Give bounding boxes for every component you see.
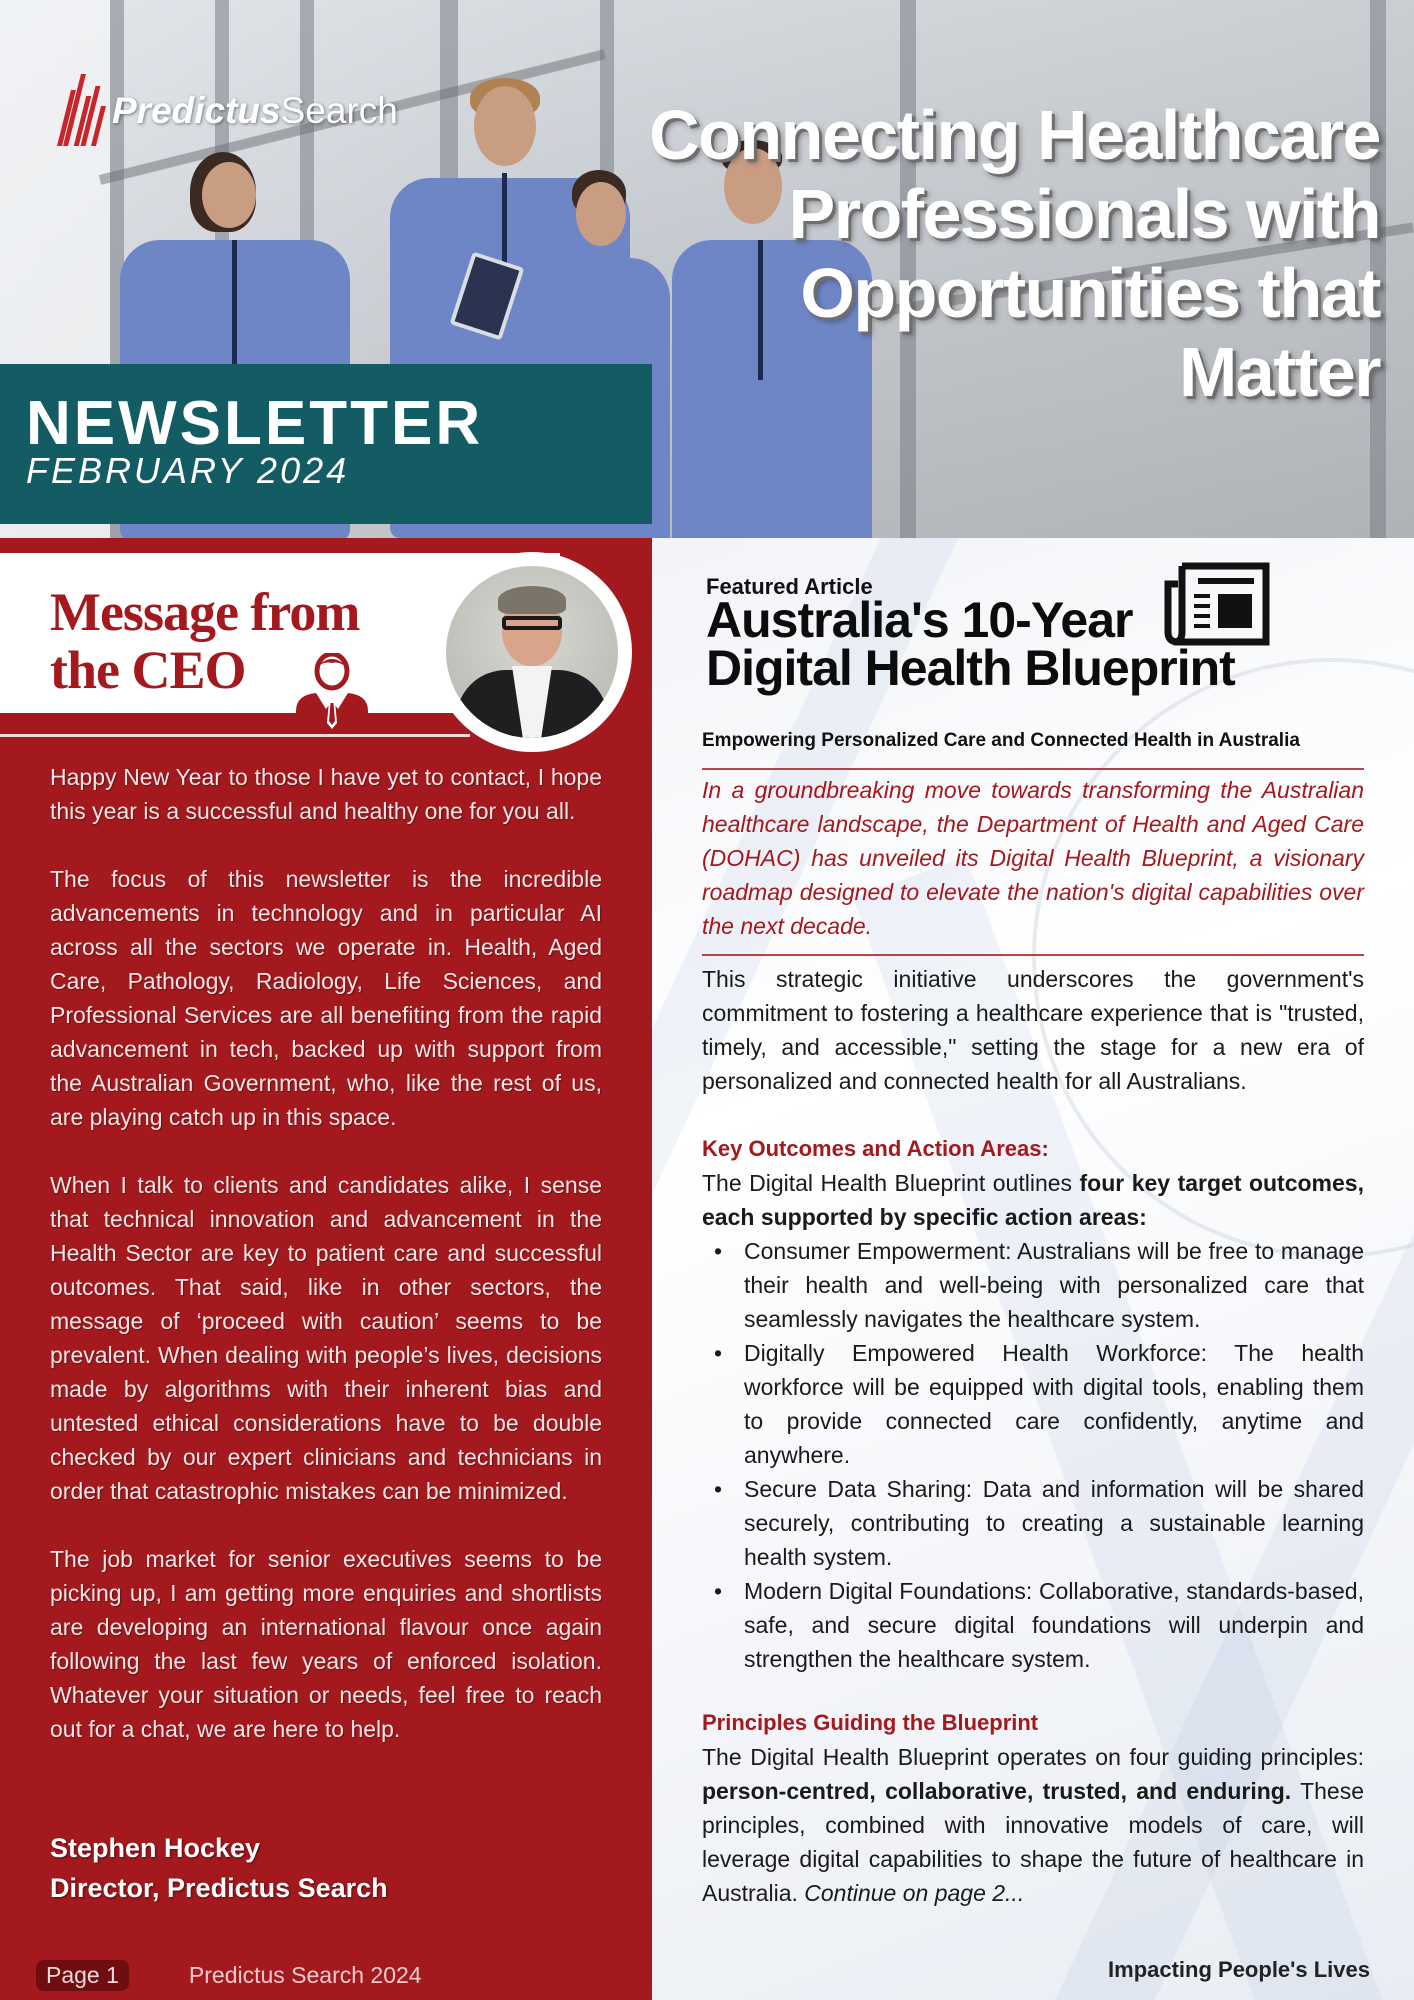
featured-article-column	[652, 538, 1414, 2000]
logo-bars-icon	[62, 74, 104, 146]
divider-line	[702, 954, 1364, 956]
footer-brand-year: Predictus Search 2024	[188, 1962, 422, 1988]
footer-tagline: Impacting People's Lives	[1108, 1957, 1370, 1982]
newspaper-icon	[1164, 560, 1272, 648]
ceo-photo	[446, 566, 618, 738]
newsletter-title: NEWSLETTER	[26, 389, 484, 458]
ceo-paragraph: When I talk to clients and candidates alike, I sense that technical innovation and advancement in the Health Sector are key to patient care and successful outcomes. That said, like in other sectors, the message of ‘proceed with caution’ seems to be prevalent. When dealing with people’s lives, decisions made by algorithms with their inherent bias and untested ethical considerations have to be double checked by our expert clinicians and technicians in order that catastrophic mistakes can be minimized.	[50, 1172, 602, 1504]
ceo-message-column	[0, 538, 652, 2000]
featured-article-label: Featured Article	[706, 574, 873, 599]
section-heading: Key Outcomes and Action Areas:	[702, 1136, 1049, 1161]
ceo-title-line: Message from	[50, 582, 360, 642]
principles-section	[702, 1706, 1364, 1910]
page-footer-left	[36, 1960, 422, 1991]
logo-text-search: Search	[280, 89, 398, 131]
article-title-line: Digital Health Blueprint	[706, 640, 1235, 696]
headline-line: Matter	[1178, 333, 1380, 411]
headline-line: Professionals with	[788, 175, 1380, 253]
principles-text-bold: person-centred, collaborative, trusted, and enduring.	[702, 1778, 1292, 1804]
principles-text-end: These principles, combined with innovative models of care, will leverage digital capabilities to shape the future of healthcare in Australia.	[702, 1778, 1364, 1906]
outcomes-lead-text: The Digital Health Blueprint outlines	[702, 1170, 1080, 1196]
section-heading: Principles Guiding the Blueprint	[702, 1710, 1039, 1735]
newsletter-date: FEBRUARY 2024	[26, 450, 350, 491]
ceo-paragraph: Happy New Year to those I have yet to contact, I hope this year is a successful and healthy one for you all.	[50, 764, 602, 824]
outcomes-lead	[702, 1166, 1364, 1234]
ceo-signature	[50, 1828, 388, 1908]
list-item: • Secure Data Sharing: Data and information will be shared securely, contributing to creating a sustainable learning health system.	[702, 1472, 1364, 1574]
signature-name: Stephen Hockey	[50, 1833, 261, 1863]
list-item: • Consumer Empowerment: Australians will be free to manage their health and well-being with personalized care that seamlessly navigates the healthcare system.	[702, 1234, 1364, 1336]
article-subtitle: Empowering Personalized Care and Connected Health in Australia	[702, 730, 1300, 751]
principles-text-start: The Digital Health Blueprint operates on four guiding principles:	[702, 1744, 1364, 1770]
ceo-avatar	[432, 552, 632, 752]
person-with-tie-icon	[292, 653, 372, 733]
newsletter-banner	[0, 364, 652, 524]
principles-text	[702, 1740, 1364, 1910]
headline-line: Opportunities that	[800, 254, 1380, 332]
brand-logo	[62, 74, 398, 146]
outcomes-list	[702, 1234, 1364, 1676]
article-title-line: Australia's 10-Year	[706, 592, 1133, 648]
list-item: • Modern Digital Foundations: Collaborative, standards-based, safe, and secure digital foundations will underpin and strengthen the healthcare system.	[702, 1574, 1364, 1676]
divider-line	[702, 768, 1364, 770]
signature-role: Director, Predictus Search	[50, 1873, 388, 1903]
hero-image	[0, 0, 1414, 540]
outcomes-lead-bold: four key target outcomes, each supported by specific action areas:	[702, 1170, 1364, 1230]
article-intro: This strategic initiative underscores the government's commitment to fostering a healthcare experience that is "trusted, timely, and accessible," setting the stage for a new era of personalized and connected health for all Australians.	[702, 966, 1364, 1094]
article-title	[706, 592, 1235, 696]
key-outcomes-section	[702, 1132, 1364, 1676]
ceo-paragraph: The focus of this newsletter is the incredible advancements in technology and in particular AI across all the sectors we operate in. Health, Aged Care, Pathology, Radiology, Life Sciences, and Professional Services are all benefiting from the rapid advancement in tech, backed up with support from the Australian Government, who, like the rest of us, are playing catch up in this space.	[50, 866, 602, 1130]
ceo-paragraph: The job market for senior executives seems to be picking up, I am getting more enquiries and shortlists are developing an international flavour once again following the last few years of enforced isolation. Whatever your situation or needs, feel free to reach out for a chat, we are here to help.	[50, 1546, 602, 1742]
headline-line: Connecting Healthcare	[649, 96, 1380, 174]
continue-link[interactable]: Continue on page 2...	[804, 1880, 1025, 1906]
ceo-message-body	[50, 760, 602, 1780]
ceo-title-line: the CEO	[50, 640, 246, 700]
page-number-badge: Page 1	[36, 1960, 129, 1991]
hero-headline	[560, 96, 1380, 412]
list-item: • Digitally Empowered Health Workforce: The health workforce will be equipped with digital tools, enabling them to provide connected care confidently, anytime and anywhere.	[702, 1336, 1364, 1472]
divider-line	[0, 734, 470, 737]
article-lede: In a groundbreaking move towards transforming the Australian healthcare landscape, the Department of Health and Aged Care (DOHAC) has unveiled its Digital Health Blueprint, a visionary roadmap designed to elevate the nation's digital capabilities over the next decade.	[702, 777, 1364, 939]
logo-text-predictus: Predictus	[112, 89, 281, 131]
